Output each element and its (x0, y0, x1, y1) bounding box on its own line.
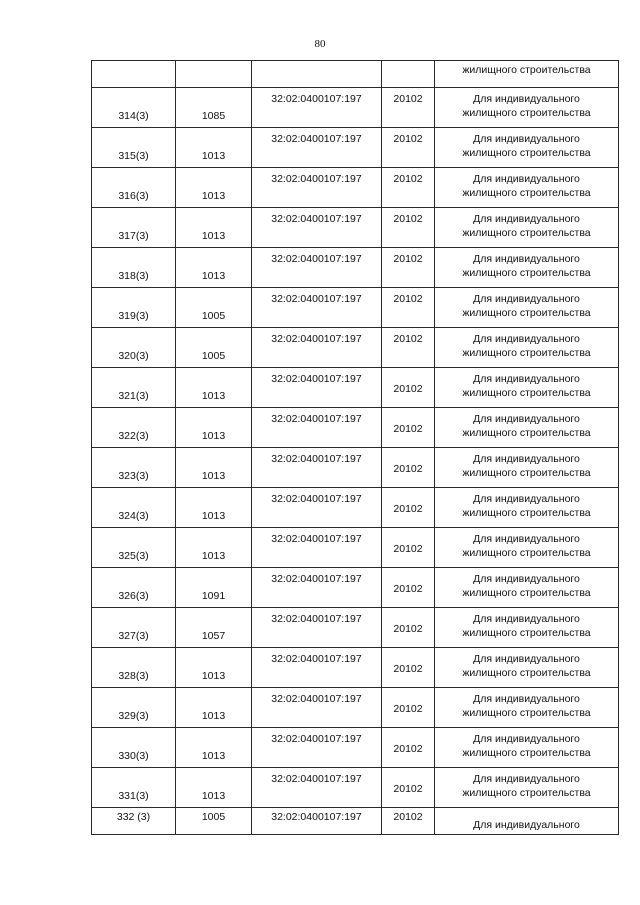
cell-code (382, 488, 435, 528)
permitted-use-line1: Для индивидуального (473, 333, 580, 345)
cell-area (176, 728, 252, 768)
permitted-use-line2: жилищного строительства (462, 587, 591, 599)
permitted-use (435, 252, 618, 280)
cell-cadastral (252, 248, 382, 288)
plot-number: 330(3) (118, 750, 149, 762)
cell-area (176, 408, 252, 448)
cadastral-number: 32:02:0400107:197 (271, 173, 362, 185)
table-row (92, 208, 619, 248)
cell-code (382, 448, 435, 488)
cadastral-number: 32:02:0400107:197 (271, 811, 362, 823)
use-code: 20102 (393, 783, 423, 795)
table-row (92, 368, 619, 408)
plot-number: 332 (3) (116, 811, 151, 823)
cell-cadastral (252, 208, 382, 248)
cell-area (176, 248, 252, 288)
table-row (92, 488, 619, 528)
permitted-use-line2: жилищного строительства (462, 307, 591, 319)
cadastral-number: 32:02:0400107:197 (271, 333, 362, 345)
table-row (92, 568, 619, 608)
permitted-use-line2: жилищного строительства (462, 627, 591, 639)
permitted-use-line2: жилищного строительства (462, 107, 591, 119)
plot-number: 322(3) (118, 430, 149, 442)
page-number: 80 (314, 38, 326, 50)
use-code: 20102 (393, 543, 423, 555)
permitted-use-line2: жилищного строительства (462, 547, 591, 559)
cadastral-number: 32:02:0400107:197 (271, 613, 362, 625)
cell-code (382, 88, 435, 128)
cell-num (92, 768, 176, 808)
cadastral-number: 32:02:0400107:197 (271, 133, 362, 145)
cell-cadastral (252, 368, 382, 408)
permitted-use-line1: Для индивидуального (473, 819, 580, 831)
cell-area (176, 368, 252, 408)
cell-area (176, 568, 252, 608)
cell-num (92, 648, 176, 688)
cell-code (382, 608, 435, 648)
plot-number: 317(3) (118, 230, 149, 242)
permitted-use-line2: жилищного строительства (462, 187, 591, 199)
plot-number: 321(3) (118, 390, 149, 402)
permitted-use-line1: Для индивидуального (473, 613, 580, 625)
cell-num (92, 248, 176, 288)
table-row (92, 728, 619, 768)
plot-number: 318(3) (118, 270, 149, 282)
plot-area: 1013 (201, 150, 226, 162)
permitted-use (435, 772, 618, 800)
permitted-use (435, 332, 618, 360)
permitted-use-line2: жилищного строительства (462, 747, 591, 759)
permitted-use-line1: Для индивидуального (473, 93, 580, 105)
plot-number: 327(3) (118, 630, 149, 642)
use-code: 20102 (393, 743, 423, 755)
cell-area (176, 208, 252, 248)
cell-num (92, 688, 176, 728)
cell-code (382, 248, 435, 288)
cell-num (92, 328, 176, 368)
cell-num (92, 61, 176, 88)
permitted-use (435, 732, 618, 760)
cell-cadastral (252, 648, 382, 688)
permitted-use (435, 212, 618, 240)
use-code: 20102 (393, 173, 423, 185)
permitted-use (435, 532, 618, 560)
plot-number: 319(3) (118, 310, 149, 322)
cell-code (382, 288, 435, 328)
cell-num (92, 808, 176, 835)
permitted-use-line1: Для индивидуального (473, 293, 580, 305)
cell-area (176, 288, 252, 328)
cell-cadastral (252, 128, 382, 168)
cadastral-number: 32:02:0400107:197 (271, 653, 362, 665)
cell-code (382, 328, 435, 368)
permitted-use-line2: жилищного строительства (462, 267, 591, 279)
permitted-use (435, 452, 618, 480)
cadastral-number: 32:02:0400107:197 (271, 573, 362, 585)
use-code: 20102 (393, 583, 423, 595)
cell-use (435, 808, 619, 835)
cell-area (176, 168, 252, 208)
table-row (92, 248, 619, 288)
cadastral-number: 32:02:0400107:197 (271, 693, 362, 705)
cadastral-number: 32:02:0400107:197 (271, 413, 362, 425)
cell-code (382, 528, 435, 568)
permitted-use-line1: Для индивидуального (473, 413, 580, 425)
cell-code (382, 728, 435, 768)
cell-num (92, 208, 176, 248)
plot-area: 1013 (201, 670, 226, 682)
cadastral-number: 32:02:0400107:197 (271, 533, 362, 545)
cell-cadastral (252, 488, 382, 528)
cell-use (435, 61, 619, 88)
use-code: 20102 (393, 383, 423, 395)
permitted-use-line2: жилищного строительства (462, 507, 591, 519)
plot-area: 1005 (201, 811, 226, 823)
permitted-use-line1: Для индивидуального (473, 773, 580, 785)
permitted-use-line1: Для индивидуального (473, 573, 580, 585)
permitted-use-line2: жилищного строительства (462, 667, 591, 679)
cell-use (435, 648, 619, 688)
cell-use (435, 128, 619, 168)
cell-area (176, 608, 252, 648)
permitted-use (435, 92, 618, 120)
table-row (92, 528, 619, 568)
cell-area (176, 688, 252, 728)
cell-code (382, 168, 435, 208)
cell-area (176, 488, 252, 528)
permitted-use-line1: Для индивидуального (473, 533, 580, 545)
permitted-use-line1: Для индивидуального (473, 373, 580, 385)
cell-code (382, 128, 435, 168)
cell-cadastral (252, 608, 382, 648)
cell-cadastral (252, 728, 382, 768)
cell-area (176, 648, 252, 688)
plot-number: 329(3) (118, 710, 149, 722)
plot-area: 1013 (201, 390, 226, 402)
cell-use (435, 248, 619, 288)
cell-use (435, 448, 619, 488)
cell-num (92, 728, 176, 768)
use-code: 20102 (393, 663, 423, 675)
cadastral-number: 32:02:0400107:197 (271, 453, 362, 465)
permitted-use (435, 292, 618, 320)
plot-number: 331(3) (118, 790, 149, 802)
cell-code (382, 408, 435, 448)
cell-use (435, 368, 619, 408)
use-continued-text: жилищного строительства (462, 64, 591, 76)
permitted-use-line2: жилищного строительства (462, 467, 591, 479)
use-code: 20102 (393, 811, 423, 823)
use-code: 20102 (393, 503, 423, 515)
use-code: 20102 (393, 333, 423, 345)
permitted-use (435, 572, 618, 600)
cell-code (382, 368, 435, 408)
plot-number: 320(3) (118, 350, 149, 362)
permitted-use-line1: Для индивидуального (473, 213, 580, 225)
cell-area (176, 61, 252, 88)
cell-cadastral (252, 61, 382, 88)
cell-area (176, 448, 252, 488)
cell-num (92, 568, 176, 608)
permitted-use-line1: Для индивидуального (473, 693, 580, 705)
cell-area (176, 128, 252, 168)
plot-area: 1057 (201, 630, 226, 642)
permitted-use-line1: Для индивидуального (473, 133, 580, 145)
cell-area (176, 528, 252, 568)
cell-num (92, 608, 176, 648)
cadastral-number: 32:02:0400107:197 (271, 773, 362, 785)
table-row (92, 768, 619, 808)
cell-use (435, 328, 619, 368)
cell-code (382, 61, 435, 88)
use-code: 20102 (393, 253, 423, 265)
permitted-use (435, 652, 618, 680)
permitted-use-line2: жилищного строительства (462, 227, 591, 239)
cell-cadastral (252, 568, 382, 608)
table-row (92, 688, 619, 728)
cell-use (435, 528, 619, 568)
cell-cadastral (252, 328, 382, 368)
cadastral-number: 32:02:0400107:197 (271, 253, 362, 265)
permitted-use (435, 172, 618, 200)
cell-code (382, 568, 435, 608)
table-row-last (92, 808, 619, 835)
cadastral-number: 32:02:0400107:197 (271, 733, 362, 745)
plot-area: 1013 (201, 550, 226, 562)
cell-cadastral (252, 768, 382, 808)
cell-num (92, 408, 176, 448)
cadastral-number: 32:02:0400107:197 (271, 213, 362, 225)
permitted-use-line2: жилищного строительства (462, 787, 591, 799)
plot-number: 326(3) (118, 590, 149, 602)
cell-code (382, 648, 435, 688)
permitted-use (435, 132, 618, 160)
cell-num (92, 368, 176, 408)
use-code: 20102 (393, 293, 423, 305)
cell-code (382, 208, 435, 248)
table-row-continued (92, 61, 619, 88)
cell-code (382, 688, 435, 728)
plot-area: 1013 (201, 430, 226, 442)
permitted-use-line2: жилищного строительства (462, 147, 591, 159)
cell-code (382, 808, 435, 835)
plot-area: 1005 (201, 350, 226, 362)
cell-num (92, 448, 176, 488)
cell-use (435, 728, 619, 768)
permitted-use (435, 492, 618, 520)
table-row (92, 408, 619, 448)
permitted-use (435, 412, 618, 440)
cell-cadastral (252, 168, 382, 208)
cell-cadastral (252, 448, 382, 488)
cell-use (435, 88, 619, 128)
plot-area: 1013 (201, 710, 226, 722)
cell-num (92, 488, 176, 528)
cell-use (435, 488, 619, 528)
permitted-use-line2: жилищного строительства (462, 347, 591, 359)
permitted-use-line1: Для индивидуального (473, 733, 580, 745)
permitted-use (435, 612, 618, 640)
cell-cadastral (252, 408, 382, 448)
cell-num (92, 528, 176, 568)
use-code: 20102 (393, 703, 423, 715)
cadastral-number: 32:02:0400107:197 (271, 93, 362, 105)
plot-area: 1013 (201, 230, 226, 242)
plot-area: 1091 (201, 590, 226, 602)
permitted-use-line2: жилищного строительства (462, 427, 591, 439)
cell-area (176, 88, 252, 128)
use-code: 20102 (393, 623, 423, 635)
land-plots-table (91, 60, 619, 835)
plot-area: 1013 (201, 190, 226, 202)
cadastral-number: 32:02:0400107:197 (271, 493, 362, 505)
use-code: 20102 (393, 463, 423, 475)
cell-cadastral (252, 688, 382, 728)
cell-num (92, 128, 176, 168)
plot-number: 316(3) (118, 190, 149, 202)
cell-use (435, 168, 619, 208)
plot-number: 324(3) (118, 510, 149, 522)
use-code: 20102 (393, 423, 423, 435)
table-row (92, 328, 619, 368)
plot-number: 315(3) (118, 150, 149, 162)
cell-use (435, 768, 619, 808)
table-row (92, 168, 619, 208)
table-row (92, 448, 619, 488)
plot-number: 314(3) (118, 110, 149, 122)
table-row (92, 288, 619, 328)
plot-area: 1013 (201, 790, 226, 802)
cell-code (382, 768, 435, 808)
cell-cadastral (252, 528, 382, 568)
use-code: 20102 (393, 133, 423, 145)
permitted-use-line1: Для индивидуального (473, 173, 580, 185)
permitted-use-line1: Для индивидуального (473, 253, 580, 265)
plot-area: 1013 (201, 750, 226, 762)
permitted-use (435, 692, 618, 720)
permitted-use-line1: Для индивидуального (473, 453, 580, 465)
table-row (92, 648, 619, 688)
permitted-use-line2: жилищного строительства (462, 707, 591, 719)
cell-use (435, 608, 619, 648)
cell-cadastral (252, 88, 382, 128)
cell-use (435, 568, 619, 608)
permitted-use (435, 372, 618, 400)
cell-use (435, 288, 619, 328)
plot-area: 1005 (201, 310, 226, 322)
cell-use (435, 688, 619, 728)
cell-cadastral (252, 808, 382, 835)
cell-area (176, 328, 252, 368)
cadastral-number: 32:02:0400107:197 (271, 293, 362, 305)
plot-area: 1013 (201, 510, 226, 522)
plot-area: 1085 (201, 110, 226, 122)
plot-area: 1013 (201, 270, 226, 282)
plot-number: 328(3) (118, 670, 149, 682)
cell-use (435, 208, 619, 248)
table-row (92, 128, 619, 168)
use-code: 20102 (393, 93, 423, 105)
table-row (92, 88, 619, 128)
cell-area (176, 768, 252, 808)
plot-number: 323(3) (118, 470, 149, 482)
cell-num (92, 88, 176, 128)
permitted-use-line1: Для индивидуального (473, 493, 580, 505)
cell-area (176, 808, 252, 835)
table-row (92, 608, 619, 648)
cell-cadastral (252, 288, 382, 328)
permitted-use-line1: Для индивидуального (473, 653, 580, 665)
permitted-use-line2: жилищного строительства (462, 387, 591, 399)
cell-use (435, 408, 619, 448)
use-code: 20102 (393, 213, 423, 225)
cell-num (92, 288, 176, 328)
cell-num (92, 168, 176, 208)
cadastral-number: 32:02:0400107:197 (271, 373, 362, 385)
plot-area: 1013 (201, 470, 226, 482)
plot-number: 325(3) (118, 550, 149, 562)
